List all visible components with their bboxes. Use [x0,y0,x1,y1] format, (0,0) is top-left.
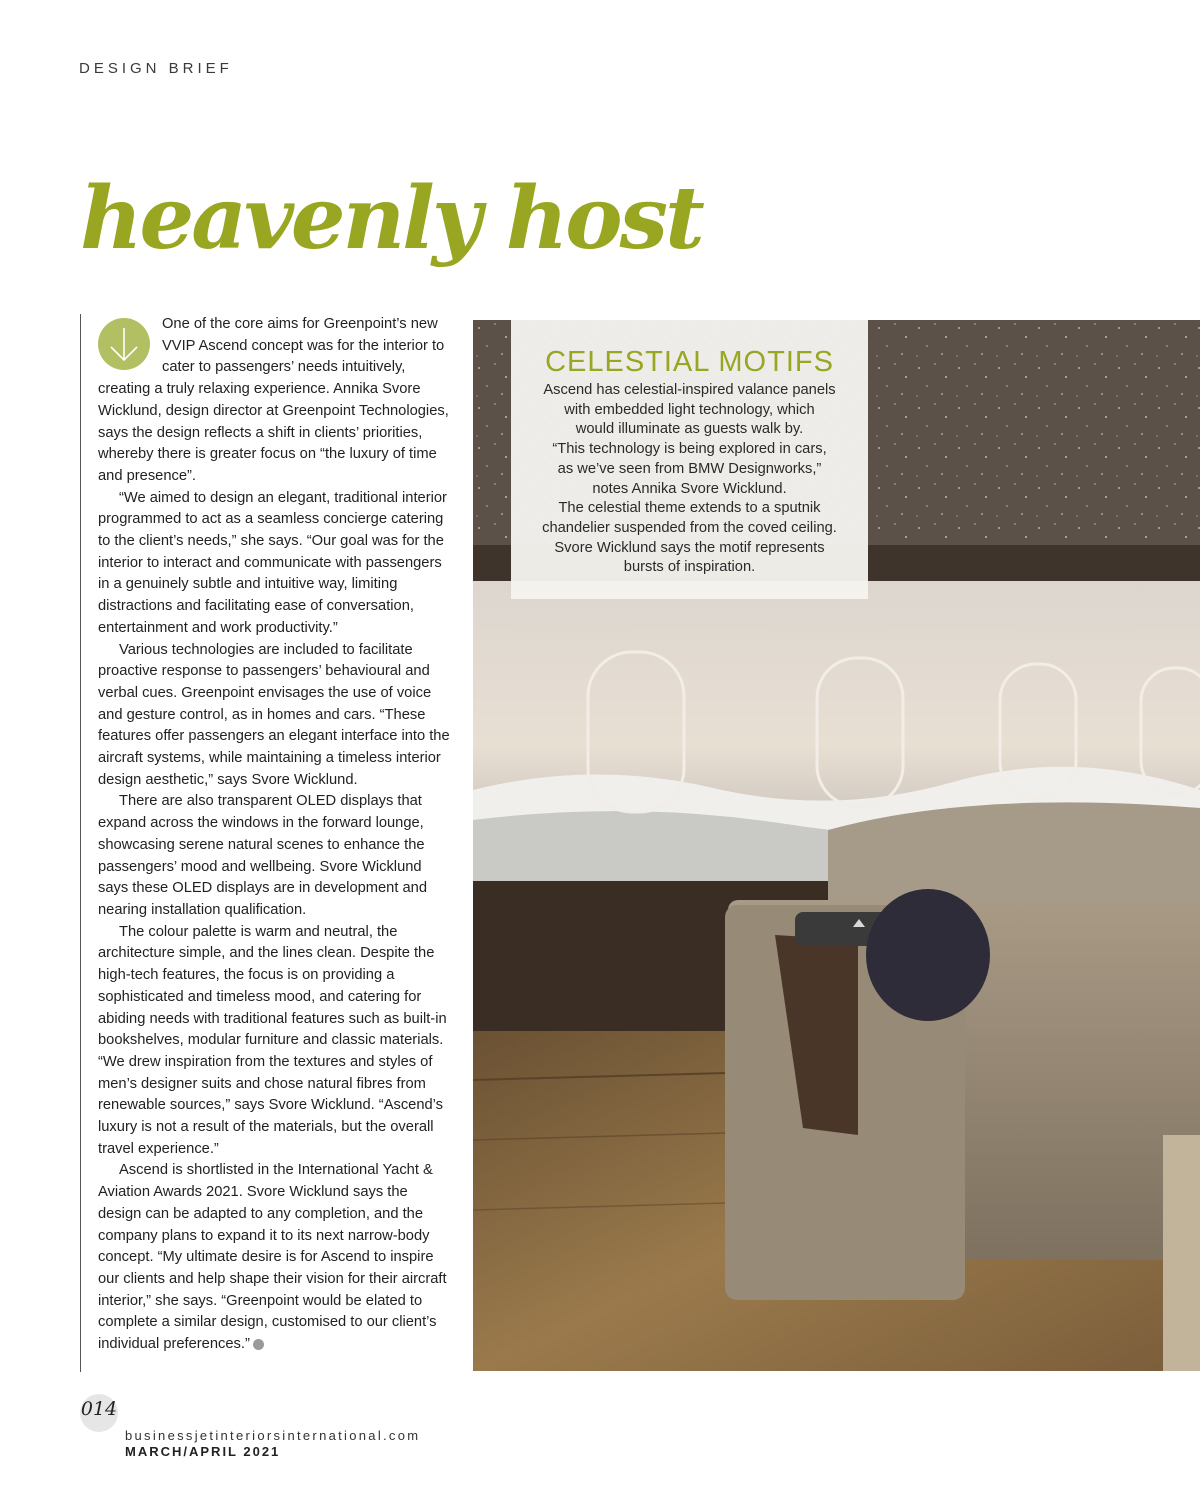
caption-line: Ascend has celestial-inspired valance panels [543,382,836,398]
issue-date: MARCH/APRIL 2021 [125,1444,281,1459]
paragraph-3: Various technologies are included to facilitate proactive response to passengers’ behavioural and verbal cues. Greenpoint envisages the use of voice and gesture control, as in homes and cars. “These features offer passengers an elegant interface into the aircraft systems, while maintaining a timeless interior design aesthetic,” says Svore Wicklund. [98,641,450,788]
caption-line: chandelier suspended from the coved ceiling. [542,519,837,536]
caption-title: CELESTIAL MOTIFS [545,346,834,378]
caption-text [521,381,858,578]
paragraph-1: One of the core aims for Greenpoint’s new VVIP Ascend concept was for the interior to cater to passengers’ needs intuitively, creating a truly relaxing experience. Annika Svore Wicklund, design director at Greenpoint Technologies, says the design reflects a shift in clients’ priorities, whereby there is greater focus on “the luxury of time and presence”. [98,316,449,484]
paragraph-6: Ascend is shortlisted in the International Yacht & Aviation Awards 2021. Svore Wicklund says the design can be adapted to any completion, and the company plans to expand it to its next narrow-body concept. “My ultimate desire is for Ascend to inspire our clients and help shape their vision for their aircraft interior,” she says. “Greenpoint would be elated to complete a similar design, customised to our client’s individual preferences.” [98,1162,447,1353]
caption-line: The celestial theme extends to a sputnik [558,500,821,517]
paragraph-4: There are also transparent OLED displays that expand across the windows in the forward lounge, showcasing serene natural scenes to enhance the passengers’ mood and wellbeing. Svore Wicklund says these OLED displays are in development and nearing installation qualification. [98,793,428,918]
article-text-column [80,314,451,1372]
caption-line: “This technology is being explored in cars, [552,441,827,458]
page-number: 014 [80,1398,118,1420]
caption-line: with embedded light technology, which [564,401,815,418]
caption-line: would illuminate as guests walk by. [575,421,804,438]
paragraph-2: “We aimed to design an elegant, traditional interior programmed to act as a seamless concierge catering to the client’s needs,” she says. “Our goal was for the interior to interact and communicate with passengers in a genuinely subtle and intuitive way, limiting distractions and facilitating ease of conversation, entertainment and work productivity.” [98,489,447,636]
end-of-article-icon: ✕ [253,1339,264,1350]
caption-line: Svore Wicklund says the motif represents [554,539,825,556]
footer-url: businessjetinteriorsinternational.com [125,1428,421,1443]
article-body [98,314,451,1356]
caption-line: bursts of inspiration. [623,559,756,576]
section-label: DESIGN BRIEF [79,60,233,77]
caption-box [511,320,868,599]
caption-line: notes Annika Svore Wicklund. [592,480,787,497]
paragraph-5: The colour palette is warm and neutral, the architecture simple, and the lines clean. Despite the high-tech features, the focus is on providing a sophisticated and timeless mood, and catering for abiding needs with traditional features such as built-in bookshelves, modular furniture and classic materials. “We drew inspiration from the textures and styles of men’s designer suits and chose natural fibres from renewable sources,” says Svore Wicklund. “Ascend’s luxury is not a result of the materials, but the overall travel experience.” [98,923,447,1157]
article-headline: heavenly host [80,168,702,269]
caption-line: as we’ve seen from BMW Designworks,” [557,460,822,477]
